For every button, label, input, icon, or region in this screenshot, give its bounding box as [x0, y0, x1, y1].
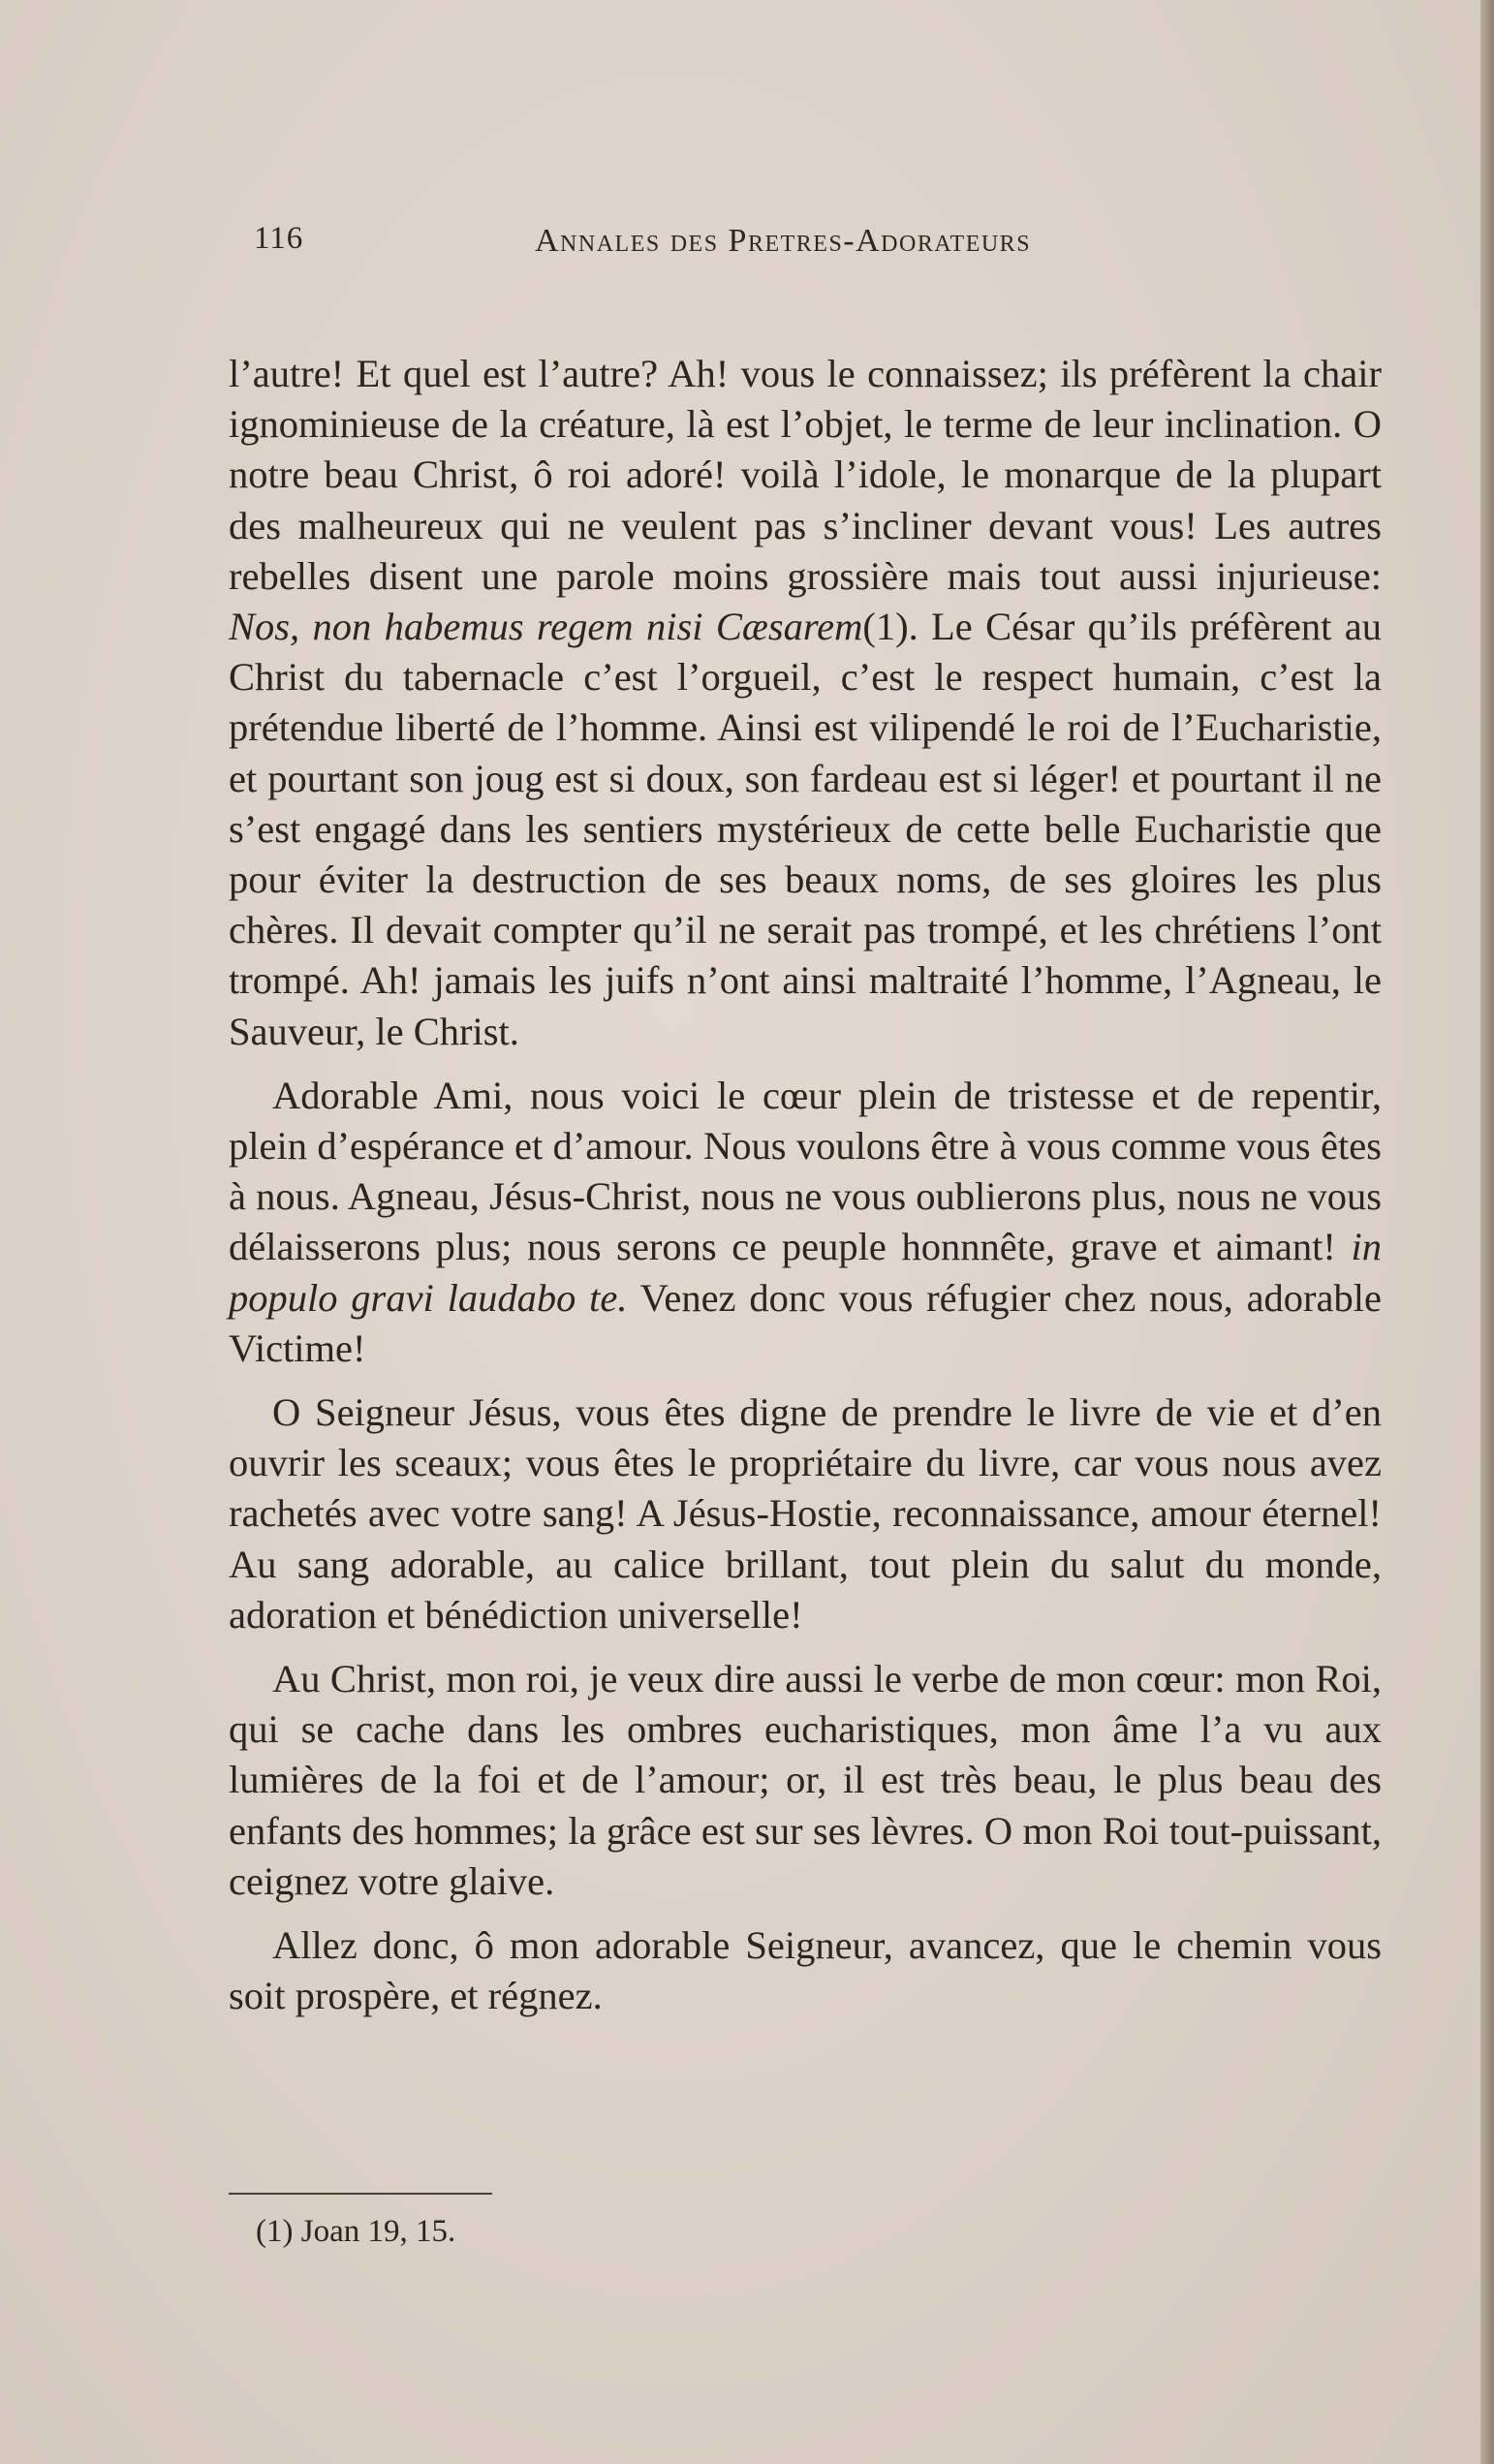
- running-head: Annales des Pretres-Adorateurs: [535, 223, 1032, 259]
- paragraph-5: Allez donc, ô mon adorable Seigneur, avancez, que le chemin vous soit prospère, et régnez.: [229, 1923, 1382, 2018]
- latin-quote-2: in populo gravi laudabo te.: [229, 1225, 1383, 1320]
- paragraph-2-text-a: Adorable Ami, nous voici le cœur plein de tristesse et de repentir, plein d’espérance et d’amour. Nous voulons être à vous comme vous êtes à nous. Agneau, Jésus-Christ, nous ne vous oublierons plus, nous ne vous délaisserons plus; nous serons ce peuple honnnête, grave et aimant!: [229, 1073, 1382, 1269]
- paragraph-4: Au Christ, mon roi, je veux dire aussi le verbe de mon cœur: mon Roi, qui se cache dans les ombres eucharistiques, mon âme l’a vu aux lumières de la foi et de l’amour; or, il est très beau, le plus beau des enfants des hommes; la grâce est sur ses lèvres. O mon Roi tout-puissant, ceignez votre glaive.: [229, 1657, 1382, 1903]
- footnote-rule: [229, 2193, 492, 2195]
- paragraph-1-text-a: l’autre! Et quel est l’autre? Ah! vous le connaissez; ils préfèrent la chair ignominieuse de la créature, là est l’objet, le terme de leur inclination. O notre beau Christ, ô roi adoré! voilà l’idole, le monarque de la plupart des malheureux qui ne veulent pas s’incliner devant vous! Les autres rebelles disent une parole moins grossière mais tout aussi injurieuse:: [229, 352, 1382, 598]
- page-edge-shadow: [1480, 0, 1494, 2464]
- paragraph-1-text-b: (1). Le César qu’ils préfèrent au Christ du tabernacle c’est l’orgueil, c’est le respect humain, c’est la prétendue liberté de l’homme. Ainsi est vilipendé le roi de l’Eucharistie, et pourtant son joug est si doux, son fardeau est si léger! et pourtant il ne s’est engagé dans les sentiers mystérieux de cette belle Eucharistie que pour éviter la destruction de ses beaux noms, de ses gloires les plus chères. Il devait compter qu’il ne serait pas trompé, et les chrétiens l’ont trompé. Ah! jamais les juifs n’ont ainsi maltraité l’homme, l’Agneau, le Sauveur, le Christ.: [229, 605, 1382, 1053]
- paragraph-1: [229, 349, 1382, 1057]
- paragraph-3: O Seigneur Jésus, vous êtes digne de prendre le livre de vie et d’en ouvrir les sceaux; vous êtes le propriétaire du livre, car vous nous avez rachetés avec votre sang! A Jésus-Hostie, reconnaissance, amour éternel! Au sang adorable, au calice brillant, tout plein du salut du monde, adoration et bénédiction universelle!: [229, 1390, 1382, 1637]
- footnote: (1) Joan 19, 15.: [256, 2214, 456, 2249]
- page-number: 116: [254, 221, 304, 256]
- paragraph-2-text-b: Venez donc vous réfugier chez nous, adorable Victime!: [229, 1275, 1382, 1370]
- body-text: [229, 349, 1382, 2022]
- paragraph-2: [229, 1071, 1382, 1374]
- latin-quote-1: Nos, non habemus regem nisi Cæsarem: [229, 605, 863, 649]
- page-header: [254, 221, 1223, 279]
